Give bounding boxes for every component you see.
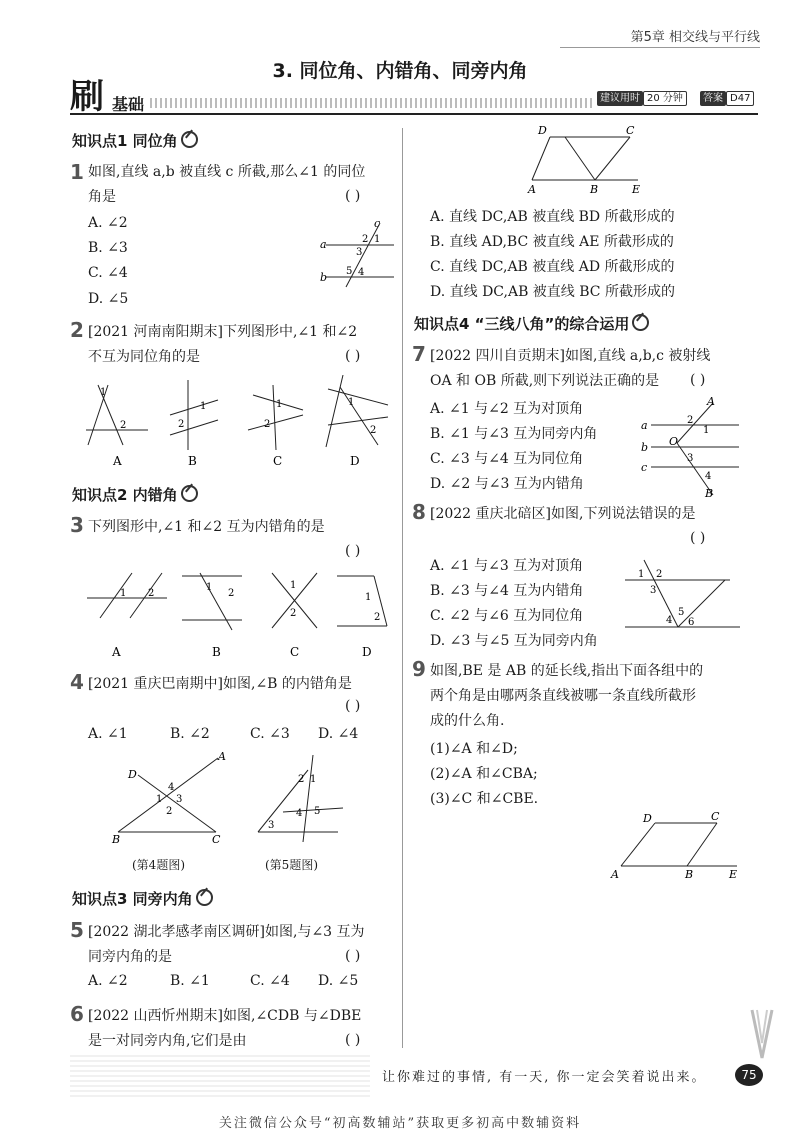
q2-figures	[78, 375, 398, 470]
svg-text:D: D	[538, 124, 547, 137]
q5-caption: (第5题图)	[265, 858, 318, 872]
q2-text-line1: [2021 河南南阳期末]下列图形中,∠1 和∠2	[88, 324, 358, 340]
svg-text:c: c	[641, 461, 648, 474]
q7-figure	[635, 395, 745, 500]
answer-label: 答案	[700, 91, 726, 106]
q3-label-b: B	[212, 645, 221, 659]
q8-figure	[620, 555, 745, 635]
svg-text:2: 2	[120, 420, 127, 431]
q1-answer-blank: ( )	[345, 188, 361, 204]
q3-label-a: A	[112, 645, 121, 659]
page-title: 3. 同位角、内错角、同旁内角	[272, 60, 528, 82]
pencil-icon	[632, 314, 649, 331]
q6-option-b: B. 直线 AD,BC 被直线 AE 所截形成的	[430, 234, 674, 250]
footer-texture	[70, 1052, 370, 1097]
svg-text:2: 2	[656, 569, 663, 580]
header-hatch	[150, 98, 595, 108]
knowledge-point-4: 知识点4 “三线八角”的综合运用	[414, 313, 649, 334]
q3-figure-d	[337, 576, 387, 626]
q5-option-d: D. ∠5	[318, 973, 359, 989]
q6-option-c: C. 直线 DC,AB 被直线 AD 所截形成的	[430, 259, 675, 275]
svg-text:1: 1	[638, 569, 645, 580]
q3-label-c: C	[290, 645, 300, 659]
q5-option-c: C. ∠4	[250, 973, 290, 989]
svg-text:C: C	[626, 124, 635, 137]
svg-text:C: C	[212, 833, 221, 845]
q1-text-line1: 如图,直线 a,b 被直线 c 所截,那么∠1 的同位	[88, 164, 366, 180]
footer-motto: 让你难过的事情, 有一天, 你一定会笑着说出来。	[382, 1070, 707, 1085]
time-tag	[597, 89, 687, 104]
time-label: 建议用时	[597, 91, 643, 106]
q2-figure-a	[86, 385, 148, 445]
header-bar	[70, 113, 758, 115]
q5-option-b: B. ∠1	[170, 973, 210, 989]
svg-text:6: 6	[688, 617, 695, 628]
q7-option-d: D. ∠2 与∠3 互为内错角	[430, 476, 584, 492]
q6-figure	[520, 122, 650, 197]
svg-text:4: 4	[296, 808, 303, 819]
q1-option-a: A. ∠2	[88, 215, 128, 231]
svg-text:1: 1	[206, 582, 213, 593]
svg-text:1: 1	[276, 399, 283, 410]
q1-figure	[312, 215, 397, 290]
svg-text:2: 2	[264, 419, 271, 430]
q1-option-d: D. ∠5	[88, 291, 129, 307]
svg-text:3: 3	[176, 794, 183, 805]
answer-tag	[700, 89, 754, 104]
q9-figure	[605, 808, 745, 883]
chapter-rule	[560, 47, 760, 48]
q4-q5-figures	[108, 750, 348, 845]
svg-text:B: B	[685, 868, 694, 881]
svg-text:2: 2	[298, 774, 305, 785]
knowledge-point-3: 知识点3 同旁内角	[72, 888, 213, 909]
q2-label-a: A	[113, 454, 122, 468]
svg-text:c: c	[374, 217, 381, 230]
q2-figure-d	[326, 375, 388, 447]
q7-text-line1: [2022 四川自贡期末]如图,直线 a,b,c 被射线	[430, 348, 711, 364]
q4-option-b: B. ∠2	[170, 726, 210, 742]
q5-number: 5	[70, 918, 84, 942]
q9-text-line3: 成的什么角.	[430, 713, 505, 729]
section-label: 基础	[112, 95, 145, 114]
svg-text:3: 3	[650, 585, 657, 596]
answer-value: D47	[726, 91, 754, 106]
q9-item-3: (3)∠C 和∠CBE.	[430, 791, 539, 807]
svg-text:2: 2	[687, 415, 694, 426]
q2-number: 2	[70, 318, 84, 342]
knowledge-point-1: 知识点1 同位角	[72, 130, 198, 151]
brand-logo: 刷	[70, 77, 104, 117]
svg-text:4: 4	[168, 782, 175, 793]
svg-text:2: 2	[166, 806, 173, 817]
q8-text-line1: [2022 重庆北碚区]如图,下列说法错误的是	[430, 506, 696, 522]
svg-text:2: 2	[290, 608, 297, 619]
svg-text:2: 2	[148, 588, 155, 599]
q9-item-1: (1)∠A 和∠D;	[430, 741, 518, 757]
svg-text:1: 1	[348, 397, 355, 408]
svg-text:2: 2	[374, 612, 381, 623]
q7-option-c: C. ∠3 与∠4 互为同位角	[430, 451, 584, 467]
q6-answer-blank: ( )	[345, 1032, 361, 1048]
svg-text:a: a	[320, 238, 327, 251]
svg-text:D: D	[128, 768, 137, 781]
q3-answer-blank: ( )	[345, 543, 361, 559]
svg-text:a: a	[641, 419, 648, 432]
svg-text:b: b	[641, 441, 649, 454]
q4-figure	[111, 750, 226, 845]
pencil-icon	[181, 485, 198, 502]
svg-text:A: A	[528, 183, 536, 196]
svg-text:5: 5	[678, 607, 685, 618]
time-value: 20 分钟	[643, 91, 687, 106]
q6-text-line1: [2022 山西忻州期末]如图,∠CDB 与∠DBE	[88, 1008, 362, 1024]
q2-figure-b	[170, 380, 218, 450]
svg-text:5: 5	[346, 266, 353, 277]
q9-number: 9	[412, 657, 426, 681]
q5-figure	[258, 755, 343, 842]
svg-text:1: 1	[100, 387, 107, 398]
svg-text:E: E	[632, 183, 641, 196]
svg-text:1: 1	[120, 588, 127, 599]
q8-option-c: C. ∠2 与∠6 互为同位角	[430, 608, 584, 624]
q2-figure-c	[248, 385, 303, 450]
q8-answer-blank: ( )	[690, 530, 706, 546]
svg-text:2: 2	[362, 234, 369, 245]
q3-text-line1: 下列图形中,∠1 和∠2 互为内错角的是	[88, 519, 325, 535]
svg-text:1: 1	[365, 592, 372, 603]
q5-text-line1: [2022 湖北孝感孝南区调研]如图,与∠3 互为	[88, 924, 365, 940]
svg-text:4: 4	[705, 471, 712, 482]
chapter-label: 第5章 相交线与平行线	[630, 30, 760, 45]
svg-text:4: 4	[358, 267, 365, 278]
q3-figure-b	[182, 573, 242, 630]
q1-option-c: C. ∠4	[88, 265, 128, 281]
svg-text:A: A	[218, 750, 226, 763]
svg-text:B: B	[590, 183, 599, 196]
svg-text:A: A	[611, 868, 619, 881]
svg-text:3: 3	[268, 820, 275, 831]
svg-text:5: 5	[314, 806, 321, 817]
watermark: 关注微信公众号“初高数辅站”获取更多初高中数辅资料	[218, 1116, 582, 1131]
q4-caption: (第4题图)	[132, 858, 185, 872]
svg-text:2: 2	[370, 425, 377, 436]
q5-text-line2: 同旁内角的是	[88, 949, 172, 965]
pencil-icon	[181, 131, 198, 148]
knowledge-point-2: 知识点2 内错角	[72, 484, 198, 505]
q4-number: 4	[70, 670, 84, 694]
q2-label-c: C	[273, 454, 283, 468]
q2-answer-blank: ( )	[345, 348, 361, 364]
q1-option-b: B. ∠3	[88, 240, 128, 256]
q4-option-c: C. ∠3	[250, 726, 290, 742]
q9-text-line2: 两个角是由哪两条直线被哪一条直线所截形	[430, 688, 696, 704]
q2-text-line2: 不互为同位角的是	[88, 349, 200, 365]
svg-text:D: D	[643, 812, 652, 825]
q8-option-a: A. ∠1 与∠3 互为对顶角	[430, 558, 584, 574]
brush-logo-icon	[742, 1008, 787, 1063]
q2-label-b: B	[188, 454, 197, 468]
q4-option-d: D. ∠4	[318, 726, 359, 742]
svg-text:2: 2	[178, 419, 185, 430]
svg-text:b: b	[320, 271, 328, 284]
svg-text:B: B	[705, 487, 714, 500]
q7-number: 7	[412, 342, 426, 366]
q1-text-line2: 角是	[88, 189, 116, 205]
pencil-icon	[196, 889, 213, 906]
q3-figure-a	[87, 573, 167, 618]
q6-number: 6	[70, 1002, 84, 1026]
svg-text:E: E	[729, 868, 738, 881]
svg-text:3: 3	[356, 247, 363, 258]
svg-text:3: 3	[687, 453, 694, 464]
q7-option-b: B. ∠1 与∠3 互为同旁内角	[430, 426, 598, 442]
q6-option-d: D. 直线 DC,AB 被直线 BC 所截形成的	[430, 284, 675, 300]
svg-text:1: 1	[290, 580, 297, 591]
svg-text:C: C	[711, 810, 720, 823]
q9-item-2: (2)∠A 和∠CBA;	[430, 766, 538, 782]
svg-text:B: B	[112, 833, 121, 845]
q7-text-line2: OA 和 OB 所截,则下列说法正确的是	[430, 373, 660, 389]
q4-option-a: A. ∠1	[88, 726, 128, 742]
q6-text-line2: 是一对同旁内角,它们是由	[88, 1033, 247, 1049]
svg-text:1: 1	[310, 774, 317, 785]
q1-number: 1	[70, 160, 84, 184]
q8-option-b: B. ∠3 与∠4 互为内错角	[430, 583, 584, 599]
q3-number: 3	[70, 513, 84, 537]
q8-option-d: D. ∠3 与∠5 互为同旁内角	[430, 633, 598, 649]
svg-text:1: 1	[703, 425, 710, 436]
svg-text:1: 1	[374, 234, 381, 245]
q8-number: 8	[412, 500, 426, 524]
q2-label-d: D	[350, 454, 360, 468]
svg-text:A: A	[707, 395, 715, 408]
q4-text-line1: [2021 重庆巴南期中]如图,∠B 的内错角是	[88, 676, 352, 692]
svg-text:O: O	[669, 435, 679, 448]
svg-text:1: 1	[200, 401, 207, 412]
q3-figures	[82, 568, 402, 660]
svg-text:4: 4	[666, 615, 673, 626]
q7-answer-blank: ( )	[690, 372, 706, 388]
column-divider	[402, 128, 403, 1048]
q5-answer-blank: ( )	[345, 948, 361, 964]
svg-text:1: 1	[156, 794, 163, 805]
q9-text-line1: 如图,BE 是 AB 的延长线,指出下面各组中的	[430, 663, 704, 679]
q4-answer-blank: ( )	[345, 698, 361, 714]
svg-text:2: 2	[228, 588, 235, 599]
q3-figure-c	[272, 573, 317, 628]
q6-option-a: A. 直线 DC,AB 被直线 BD 所截形成的	[430, 209, 675, 225]
q5-option-a: A. ∠2	[88, 973, 128, 989]
q7-option-a: A. ∠1 与∠2 互为对顶角	[430, 401, 584, 417]
page-number: 75	[735, 1064, 763, 1086]
q3-label-d: D	[362, 645, 372, 659]
